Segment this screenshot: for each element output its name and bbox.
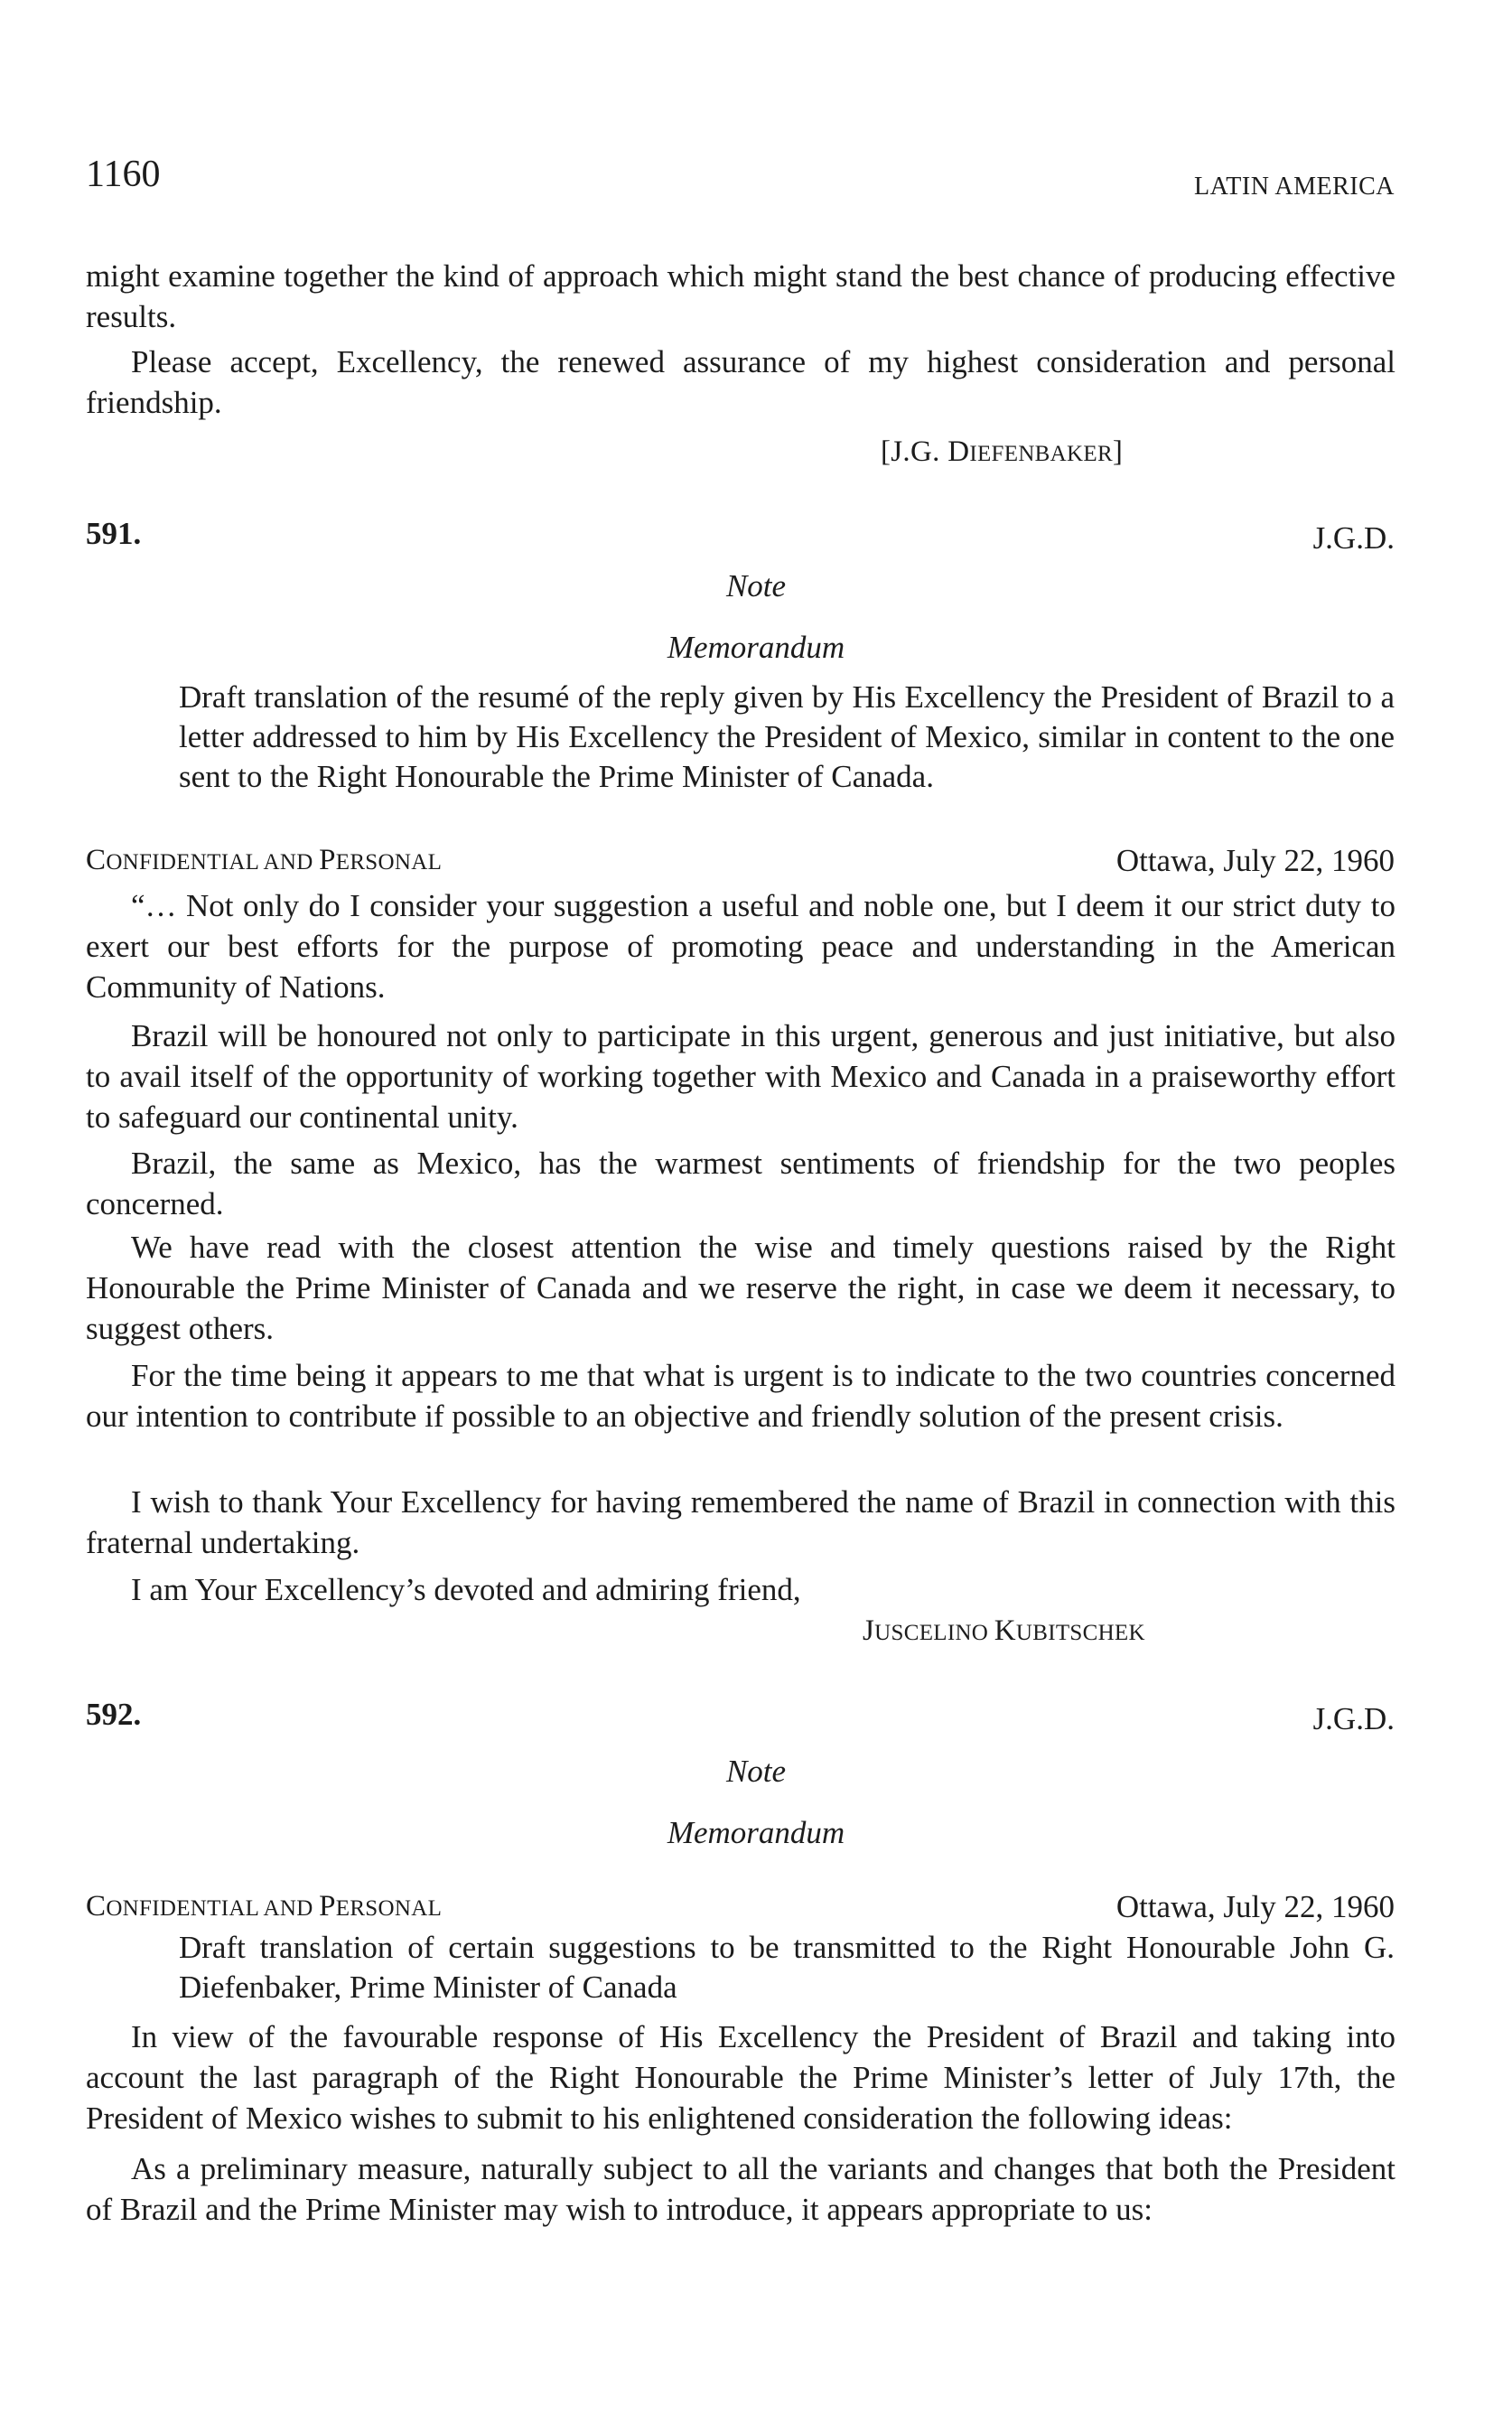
body-paragraph-591-7: I am Your Excellency’s devoted and admiring friend, bbox=[131, 1572, 801, 1607]
signature-diefenbaker: [J.G. DIEFENBAKER] bbox=[881, 435, 1124, 468]
body-paragraph-592-2: As a preliminary measure, naturally subject to all the variants and changes that both the President of Brazil and the Prime Minister may wish to introduce, it appears appropriate to us: bbox=[86, 2151, 1395, 2227]
closing-paragraph: Please accept, Excellency, the renewed assurance of my highest consideration and personal friendship. bbox=[86, 344, 1395, 420]
body-paragraph-591-5: For the time being it appears to me that what is urgent is to indicate to the two countries concerned our intention to contribute if possible to an objective and friendly solution of the present crisis. bbox=[86, 1358, 1395, 1434]
note-heading-592: Note bbox=[725, 1754, 787, 1789]
document-description-591: Draft translation of the resumé of the reply given by His Excellency the President of Brazil to a letter addressed to him by His Excellency the President of Mexico, similar in content to the one sent to the Right Honourable the Prime Minister of Canada. bbox=[179, 679, 1395, 794]
body-paragraph-592-1: In view of the favourable response of His Excellency the President of Brazil and taking into account the last paragraph of the Right Honourable the Prime Minister’s letter of July 17th, the President of Mexico wishes to submit to his enlightened consideration the following ideas: bbox=[86, 2019, 1395, 2136]
memorandum-heading-591: Memorandum bbox=[667, 630, 845, 665]
document-number-591: 591. bbox=[86, 516, 142, 551]
signature-kubitschek: JUSCELINO KUBITSCHEK bbox=[863, 1614, 1145, 1647]
document-number-592: 592. bbox=[86, 1697, 142, 1732]
continuation-paragraph: might examine together the kind of approach which might stand the best chance of producing effective results. bbox=[86, 258, 1395, 334]
classification-592: CONFIDENTIAL AND PERSONAL bbox=[86, 1890, 443, 1923]
body-paragraph-591-3: Brazil, the same as Mexico, has the warmest sentiments of friendship for the two peoples concerned. bbox=[86, 1146, 1395, 1221]
classification-591: CONFIDENTIAL AND PERSONAL bbox=[86, 844, 443, 876]
body-paragraph-591-2: Brazil will be honoured not only to participate in this urgent, generous and just initiative, but also to avail itself of the opportunity of working together with Mexico and Canada in a praiseworthy effort to safeguard our continental unity. bbox=[86, 1018, 1395, 1135]
initials-592: J.G.D. bbox=[1312, 1701, 1395, 1736]
body-paragraph-591-6: I wish to thank Your Excellency for having remembered the name of Brazil in connection with this fraternal undertaking. bbox=[86, 1484, 1395, 1560]
note-heading-591: Note bbox=[725, 568, 787, 604]
body-paragraph-591-1: “… Not only do I consider your suggestion a useful and noble one, but I deem it our strict duty to exert our best efforts for the purpose of promoting peace and understanding in the American Community of Nations. bbox=[86, 888, 1395, 1005]
body-paragraph-591-4: We have read with the closest attention the wise and timely questions raised by the Right Honourable the Prime Minister of Canada and we reserve the right, in case we deem it necessary, to suggest others. bbox=[86, 1230, 1395, 1346]
page-number: 1160 bbox=[86, 154, 161, 195]
document-description-592: Draft translation of certain suggestions to be transmitted to the Right Honourable John G. Diefenbaker, Prime Minister of Canada bbox=[179, 1930, 1395, 2005]
memorandum-heading-592: Memorandum bbox=[667, 1815, 845, 1850]
initials-591: J.G.D. bbox=[1312, 520, 1395, 556]
running-title: LATIN AMERICA bbox=[1194, 173, 1395, 201]
place-date-591: Ottawa, July 22, 1960 bbox=[1115, 843, 1395, 878]
place-date-592: Ottawa, July 22, 1960 bbox=[1115, 1889, 1395, 1924]
